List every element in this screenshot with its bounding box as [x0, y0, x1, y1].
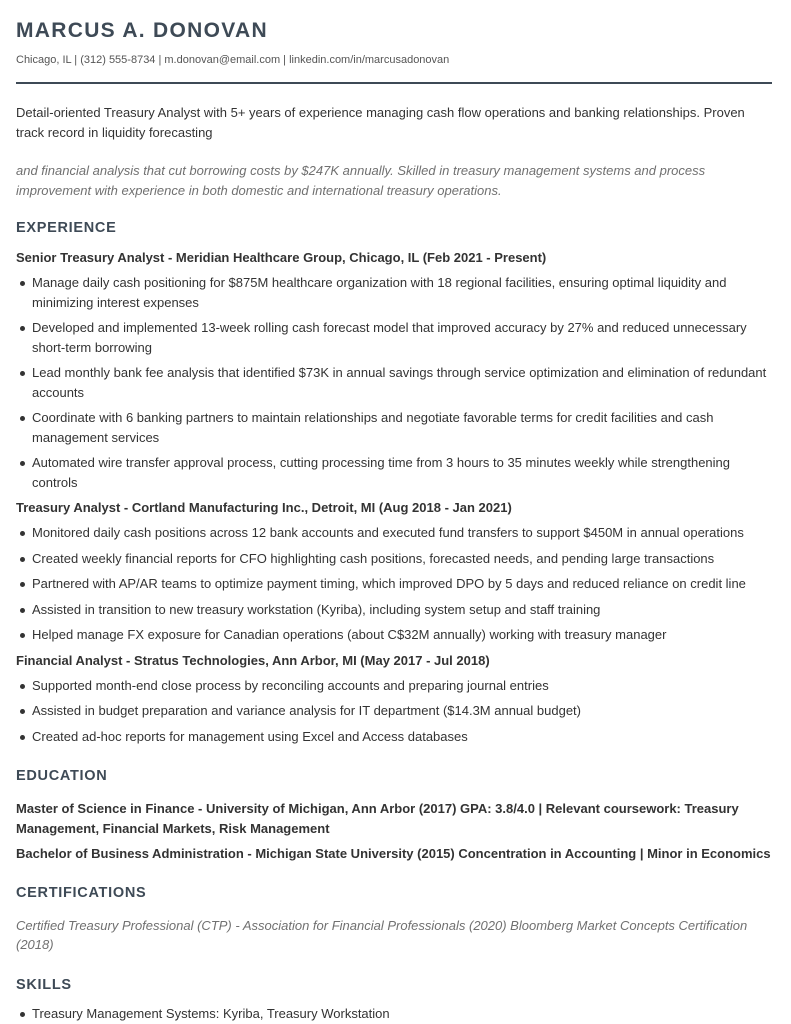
header-divider [16, 82, 772, 84]
bullet-text: Lead monthly bank fee analysis that identified $73K in annual savings through service optimization and elimination of redundant accounts [32, 365, 767, 400]
list-item [16, 318, 771, 357]
education-item: Master of Science in Finance - University of Michigan, Ann Arbor (2017) GPA: 3.8/4.0 | Relevant coursework: Treasury Management, Financial Markets, Risk Management [16, 801, 739, 836]
bullet-icon [20, 1012, 25, 1017]
list-item [16, 676, 771, 696]
education-section [16, 767, 771, 864]
skills-section [16, 976, 771, 1024]
list-item [16, 273, 771, 312]
bullet-icon [20, 531, 25, 536]
list-item [16, 701, 771, 721]
list-item [16, 408, 771, 447]
bullet-text: Developed and implemented 13-week rolling cash forecast model that improved accuracy by 27% and reduced unnecessary short-term borrowing [32, 320, 747, 355]
list-item [16, 1004, 771, 1024]
bullet-icon [20, 582, 25, 587]
contact-line: Chicago, IL | (312) 555-8734 | m.donovan@email.com | linkedin.com/in/marcusadonovan [16, 54, 450, 66]
bullet-icon [20, 557, 25, 562]
bullet-text: Coordinate with 6 banking partners to maintain relationships and negotiate favorable terms for credit facilities and cash management services [32, 410, 714, 445]
skill-text: Treasury Management Systems: Kyriba, Treasury Workstation [32, 1005, 390, 1021]
bullet-icon [20, 281, 25, 286]
bullet-icon [20, 735, 25, 740]
experience-section [16, 219, 771, 746]
certifications-section [16, 884, 771, 955]
list-item [16, 727, 771, 747]
list-item [16, 625, 771, 645]
bullet-icon [20, 416, 25, 421]
bullet-icon [20, 684, 25, 689]
job-bullets [16, 273, 771, 492]
candidate-name: MARCUS A. DONOVAN [16, 19, 268, 42]
bullet-text: Assisted in transition to new treasury workstation (Kyriba), including system setup and staff training [32, 601, 601, 617]
bullet-icon [20, 326, 25, 331]
bullet-text: Monitored daily cash positions across 12 bank accounts and executed fund transfers to support $450M in annual operations [32, 525, 744, 540]
skills-list [16, 1004, 771, 1024]
list-item [16, 523, 771, 543]
certifications-heading: CERTIFICATIONS [16, 884, 147, 901]
job-bullets [16, 676, 771, 747]
education-item: Bachelor of Business Administration - Michigan State University (2015) Concentration in Accounting | Minor in Economics [16, 846, 771, 861]
job-title: Senior Treasury Analyst - Meridian Healthcare Group, Chicago, IL (Feb 2021 - Present) [16, 250, 547, 265]
list-item [16, 574, 771, 594]
bullet-icon [20, 709, 25, 714]
bullet-text: Partnered with AP/AR teams to optimize payment timing, which improved DPO by 5 days and reduced reliance on credit line [32, 576, 746, 591]
list-item [16, 363, 771, 402]
experience-heading: EXPERIENCE [16, 220, 117, 236]
bullet-text: Manage daily cash positioning for $875M healthcare organization with 18 regional facilities, ensuring optimal liquidity and minimizing interest expenses [32, 275, 727, 310]
bullet-icon [20, 371, 25, 376]
job-bullets [16, 523, 771, 645]
bullet-icon [20, 608, 25, 613]
summary-continuation: and financial analysis that cut borrowing costs by $247K annually. Skilled in treasury management systems and process improvement with experience in both domestic and international treasury operations. [16, 163, 706, 198]
bullet-text: Assisted in budget preparation and variance analysis for IT department ($14.3M annual budget) [32, 703, 581, 718]
bullet-icon [20, 461, 25, 466]
bullet-text: Helped manage FX exposure for Canadian operations (about C$32M annually) working with treasury manager [32, 627, 667, 642]
bullet-text: Automated wire transfer approval process, cutting processing time from 3 hours to 35 minutes weekly while strengthening controls [32, 455, 731, 490]
job-title: Financial Analyst - Stratus Technologies, Ann Arbor, MI (May 2017 - Jul 2018) [16, 652, 490, 668]
summary-text: Detail-oriented Treasury Analyst with 5+ years of experience managing cash flow operations and banking relationships. Proven track record in liquidity forecasting [16, 105, 745, 140]
bullet-text: Created ad-hoc reports for management using Excel and Access databases [32, 728, 468, 744]
certifications-text: Certified Treasury Professional (CTP) - Association for Financial Professionals (2020) Bloomberg Market Concepts Certification (2018) [16, 917, 748, 952]
skills-heading: SKILLS [16, 976, 72, 993]
list-item [16, 453, 771, 492]
education-heading: EDUCATION [16, 768, 108, 784]
bullet-text: Created weekly financial reports for CFO highlighting cash positions, forecasted needs, and pending large transactions [32, 550, 715, 566]
list-item [16, 549, 771, 569]
bullet-icon [20, 633, 25, 638]
job-title: Treasury Analyst - Cortland Manufacturing Inc., Detroit, MI (Aug 2018 - Jan 2021) [16, 500, 512, 515]
bullet-text: Supported month-end close process by reconciling accounts and preparing journal entries [32, 677, 549, 693]
list-item [16, 600, 771, 620]
